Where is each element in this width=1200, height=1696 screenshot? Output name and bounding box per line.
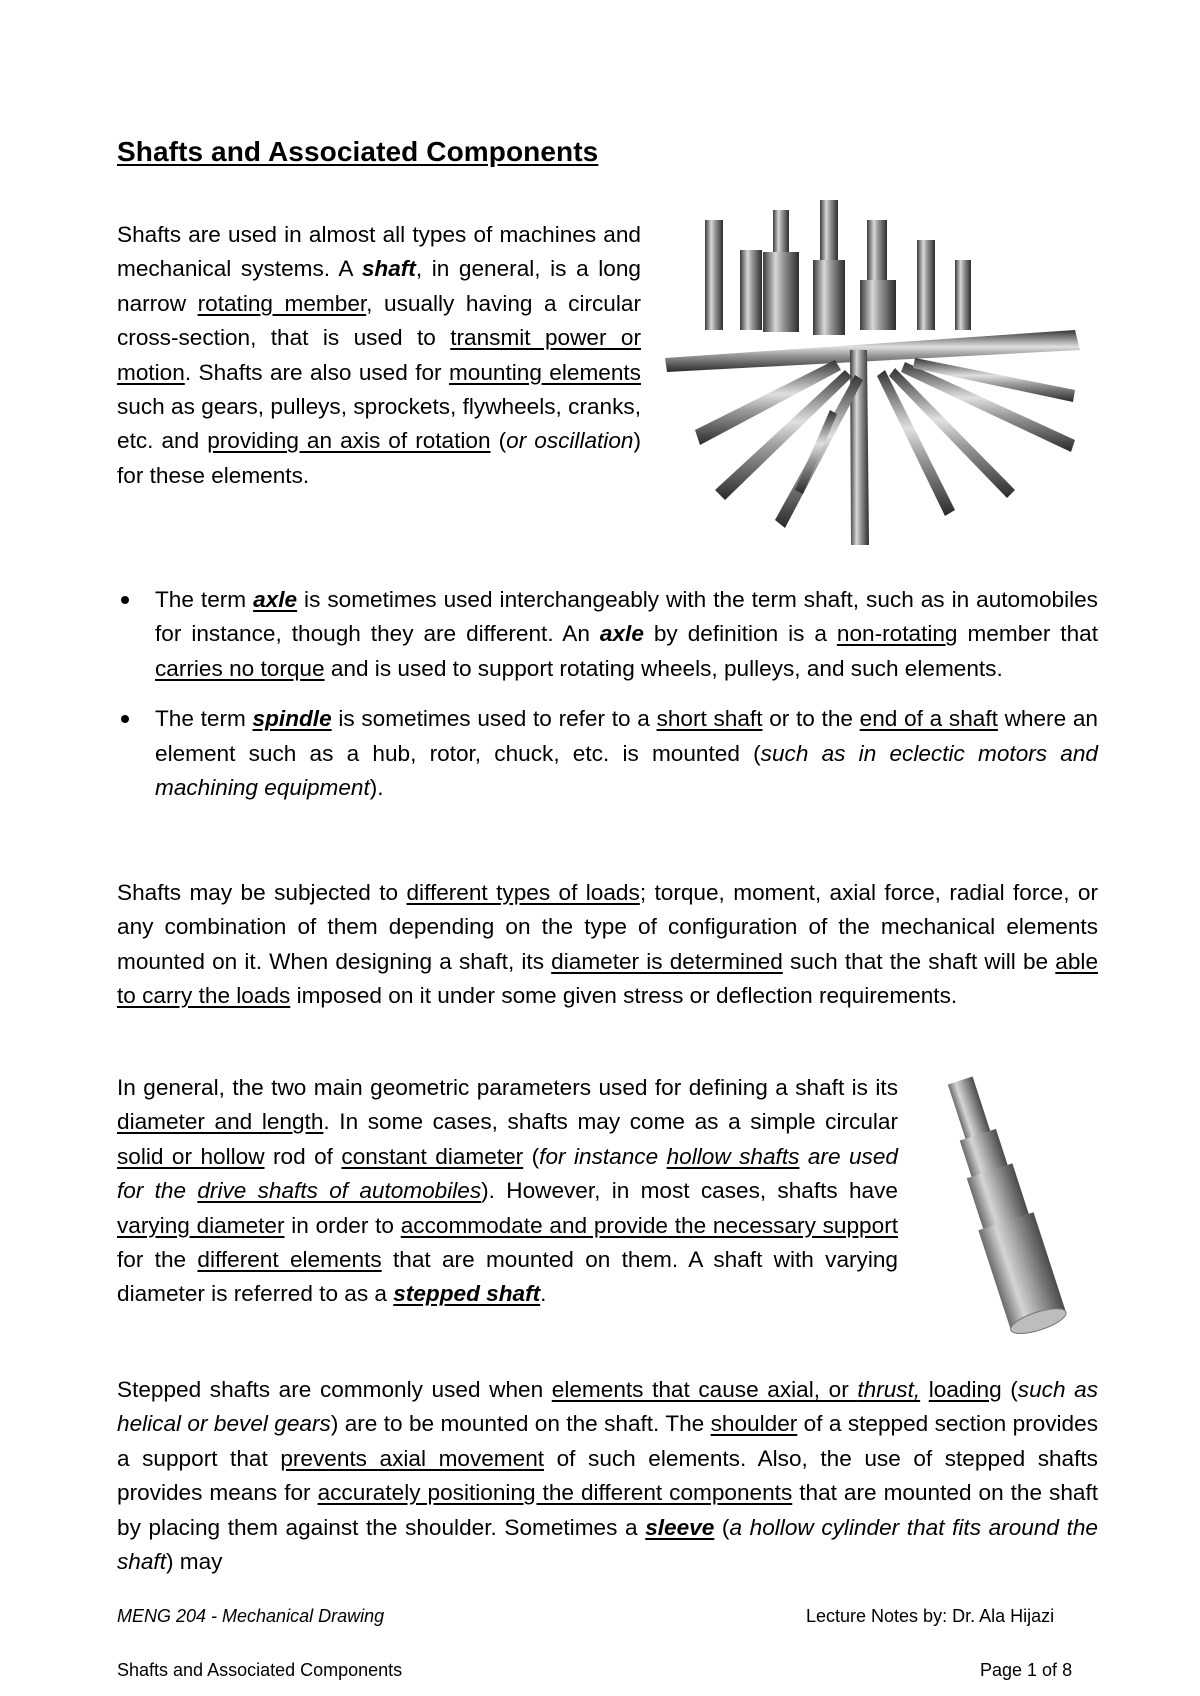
emphasis: loading: [928, 1377, 1002, 1402]
italic-text: are used for the: [117, 1143, 898, 1204]
emphasis: constant diameter: [341, 1143, 524, 1169]
text: rod of: [264, 1143, 342, 1169]
emphasis: end of a shaft: [859, 706, 998, 732]
emphasis: prevents axial movement: [280, 1445, 545, 1471]
geometry-paragraph: [117, 1071, 898, 1312]
emphasis: transmit power or motion: [117, 325, 641, 385]
text: or to the: [762, 706, 860, 732]
text: , usually having a circular cross-section, that is used to: [117, 290, 641, 351]
bullet-icon: [121, 596, 129, 604]
emphasis: different elements: [197, 1247, 382, 1273]
text: ) for these elements.: [117, 428, 641, 488]
text: ). However, in most cases, shafts have: [481, 1178, 898, 1204]
text: member that: [957, 621, 1098, 647]
emphasis: accurately positioning the different components: [317, 1480, 793, 1506]
text: that are mounted on the shaft by placing them against the shoulder. Sometimes a: [117, 1480, 1099, 1540]
emphasis: carries no torque: [155, 655, 325, 681]
italic-text: for instance: [539, 1143, 667, 1169]
list-item: [117, 702, 1098, 805]
text: such as gears, pulleys, sprockets, flywheels, cranks, etc. and: [117, 394, 641, 454]
emphasis: solid or hollow: [117, 1143, 265, 1169]
emphasis: hollow shafts: [666, 1143, 800, 1169]
text: (: [714, 1514, 730, 1540]
italic-text: a hollow cylinder that fits around the shaft: [117, 1514, 1098, 1575]
italic-text: such as in eclectic motors and machining equipment: [155, 740, 1098, 801]
emphasis: diameter and length: [117, 1109, 324, 1135]
italic-text: or oscillation: [506, 428, 634, 454]
footer-author: Lecture Notes by: Dr. Ala Hijazi: [806, 1606, 1055, 1626]
term-axle: axle: [253, 587, 298, 612]
term-stepped-shaft: stepped shaft: [393, 1281, 541, 1307]
stepped-paragraph: [117, 1373, 1098, 1579]
page-title: Shafts and Associated Components: [117, 136, 599, 167]
text: is sometimes used to refer to a: [331, 706, 657, 732]
text: (: [1001, 1377, 1018, 1402]
stepped-shaft-photo: [930, 1063, 1110, 1338]
shaft-collection-photo: [655, 190, 1095, 550]
term-spindle: spindle: [252, 706, 332, 732]
text: is sometimes used interchangeably with the term shaft, such as in automobiles for instance, though they are different. An: [155, 587, 1098, 647]
text: that are mounted on them. A shaft with varying diameter is referred to as a: [117, 1247, 898, 1307]
emphasis: elements that cause axial, or: [551, 1377, 858, 1402]
text: ) may: [165, 1549, 223, 1575]
term-sleeve: sleeve: [645, 1514, 715, 1540]
emphasis: different types of loads: [406, 880, 640, 905]
text: .: [540, 1281, 547, 1307]
text: (: [523, 1143, 540, 1169]
text: where an element such as a hub, rotor, chuck, etc. is mounted (: [155, 706, 1098, 766]
text: ) are to be mounted on the shaft. The: [330, 1411, 711, 1437]
text: Shafts are used in almost all types of machines and mechanical systems. A: [117, 222, 641, 282]
list-item: [117, 583, 1098, 686]
text: of a stepped section provides a support that: [117, 1411, 1098, 1471]
text: ).: [369, 775, 384, 801]
term-shaft: shaft: [361, 256, 416, 282]
text: The term: [155, 706, 253, 732]
bullet-icon: [121, 715, 129, 723]
text: in order to: [284, 1212, 401, 1238]
emphasis: rotating member: [197, 290, 367, 316]
footer-course: MENG 204 - Mechanical Drawing: [117, 1606, 385, 1626]
text: , in general, is a long narrow: [117, 256, 641, 316]
text: imposed on it under some given stress or deflection requirements.: [290, 983, 958, 1009]
text: Stepped shafts are commonly used when: [117, 1377, 552, 1402]
emphasis: varying diameter: [117, 1212, 285, 1238]
emphasis: providing an axis of rotation: [207, 428, 491, 454]
text: In general, the two main geometric parameters used for defining a shaft is its: [117, 1075, 898, 1100]
footer-section: Shafts and Associated Components: [117, 1660, 403, 1680]
text: (: [490, 428, 507, 454]
emphasis: non-rotating: [836, 621, 958, 647]
bullet-list: [117, 583, 1098, 821]
text: . In some cases, shafts may come as a simple circular: [323, 1109, 898, 1135]
text: by definition is a: [643, 621, 837, 647]
text: and is used to support rotating wheels, pulleys, and such elements.: [324, 655, 1003, 681]
text: The term: [155, 587, 254, 612]
text: of such elements. Also, the use of stepped shafts provides means for: [117, 1445, 1098, 1506]
loads-paragraph: [117, 876, 1098, 1014]
emphasis: drive shafts of automobiles: [197, 1178, 482, 1204]
text: for the: [117, 1247, 198, 1273]
emphasis: shoulder: [710, 1411, 798, 1437]
term-axle: axle: [599, 621, 644, 647]
text: . Shafts are also used for: [184, 359, 449, 385]
text: Shafts may be subjected to: [117, 880, 407, 905]
italic-text: thrust,: [857, 1377, 921, 1402]
text: such that the shaft will be: [782, 948, 1056, 974]
emphasis: mounting elements: [448, 359, 641, 385]
emphasis: accommodate and provide the necessary support: [400, 1212, 898, 1238]
text: ; torque, moment, axial force, radial force, or any combination of them depending on the type of configuration of the mechanical elements mounted on it. When designing a shaft, its: [117, 880, 1099, 974]
emphasis: short shaft: [656, 706, 763, 732]
page-number: Page 1 of 8: [980, 1660, 1073, 1680]
italic-text: such as helical or bevel gears: [117, 1377, 1099, 1437]
emphasis: diameter is determined: [551, 948, 783, 974]
emphasis: able to carry the loads: [117, 948, 1099, 1009]
intro-paragraph: [117, 218, 641, 493]
